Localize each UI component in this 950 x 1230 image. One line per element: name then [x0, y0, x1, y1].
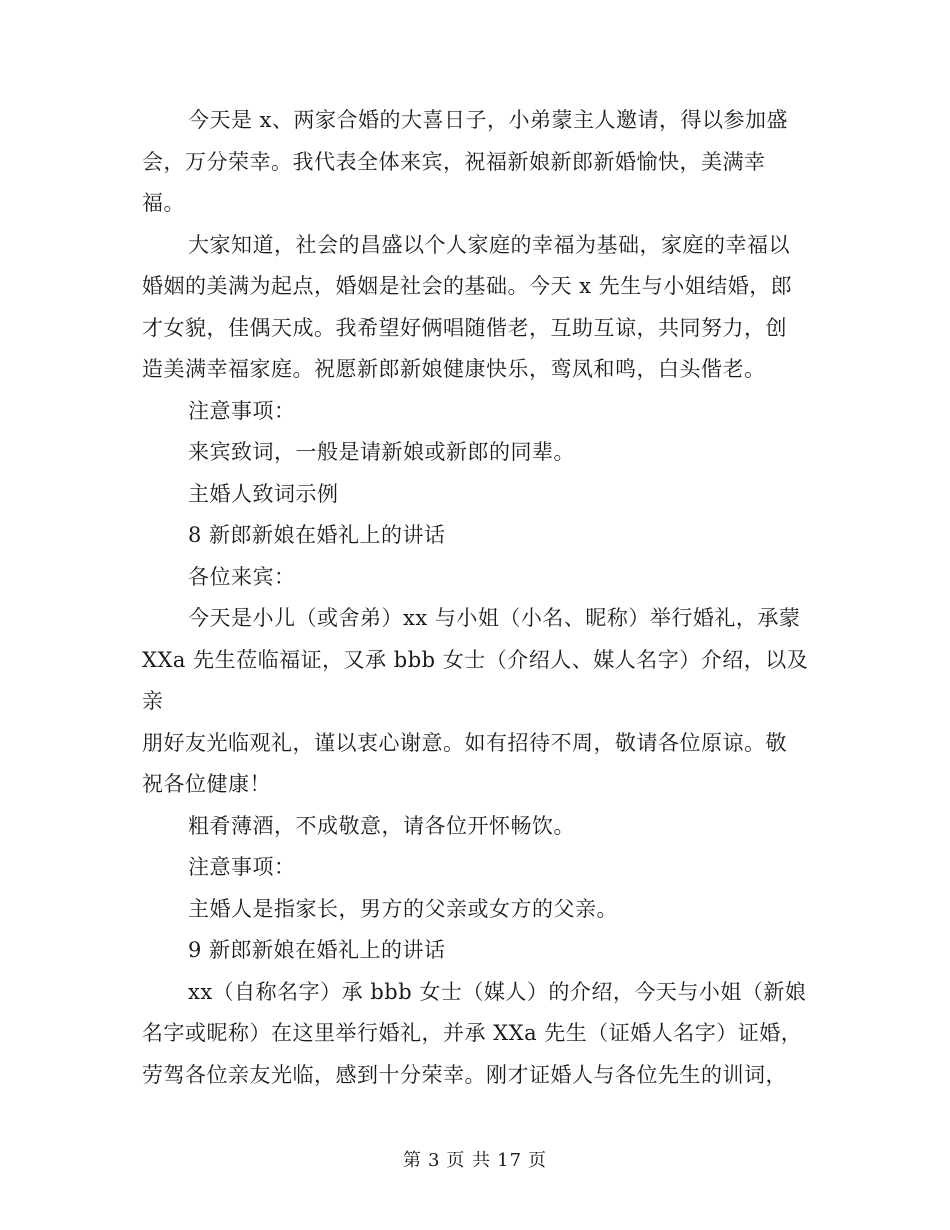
text-line: 会，万分荣幸。我代表全体来宾，祝福新娘新郎新婚愉快，美满幸	[142, 149, 766, 174]
text-line: 今天是 x、两家合婚的大喜日子，小弟蒙主人邀请，得以参加盛	[188, 108, 789, 132]
text-line: 8 新郎新娘在婚礼上的讲话	[188, 523, 446, 547]
page-number: 3	[427, 1150, 441, 1171]
paragraph-groom-speech	[142, 972, 810, 1097]
text-line: 主婚人是指家长，男方的父亲或女方的父亲。	[188, 896, 618, 921]
document-body	[142, 100, 810, 1096]
paragraph-host-speech	[142, 598, 810, 806]
footer-middle: 页 共	[446, 1150, 492, 1171]
text-line: 劳驾各位亲友光临，感到十分荣幸。刚才证婚人与各位先生的训词，	[142, 1062, 787, 1087]
text-line: 才女貌，佳偶天成。我希望好俩唱随偕老，互助互谅，共同努力，创	[142, 315, 787, 340]
text-line: 主婚人致词示例	[188, 481, 339, 506]
paragraph-example-heading	[142, 474, 810, 516]
text-line: 祝各位健康！	[142, 772, 271, 796]
text-line: 来宾致词，一般是请新娘或新郎的同辈。	[188, 440, 575, 464]
paragraph-notes-heading-1	[142, 391, 810, 433]
section-heading-8	[142, 515, 810, 557]
text-line: 名字或昵称）在这里举行婚礼，并承 XXa 先生（证婚人名字）证婚，	[142, 1021, 803, 1045]
text-line: XXa 先生莅临福证，又承 bbb 女士（介绍人、媒人名字）介绍，以及亲	[142, 647, 809, 713]
text-line: 粗肴薄酒，不成敬意，请各位开怀畅饮。	[188, 813, 575, 838]
text-line: 注意事项：	[188, 855, 296, 879]
text-line: xx（自称名字）承 bbb 女士（媒人）的介绍，今天与小姐（新娘	[188, 979, 807, 1004]
paragraph-guest-note	[142, 432, 810, 474]
text-line: 朋好友光临观礼，谨以衷心谢意。如有招待不周，敬请各位原谅。敬	[142, 730, 787, 755]
text-line: 注意事项：	[188, 398, 296, 423]
text-line: 今天是小儿（或舍弟）xx 与小姐（小名、昵称）举行婚礼，承蒙	[188, 606, 801, 630]
text-line: 福。	[142, 191, 185, 215]
paragraph-host-note	[142, 889, 810, 931]
text-line: 大家知道，社会的昌盛以个人家庭的幸福为基础，家庭的幸福以	[188, 232, 790, 257]
paragraph-notes-heading-2	[142, 847, 810, 889]
text-line: 造美满幸福家庭。祝愿新郎新娘健康快乐，鸾凤和鸣，白头偕老。	[142, 357, 766, 381]
footer-prefix: 第	[402, 1150, 422, 1171]
paragraph-toast	[142, 806, 810, 848]
text-line: 婚姻的美满为起点，婚姻是社会的基础。今天 x 先生与小姐结婚，郎	[142, 274, 793, 298]
total-pages: 17	[497, 1150, 523, 1171]
footer-suffix: 页	[528, 1150, 548, 1171]
text-line: 各位来宾：	[188, 564, 296, 589]
paragraph-1	[142, 100, 810, 225]
paragraph-2	[142, 225, 810, 391]
section-heading-9	[142, 930, 810, 972]
text-line: 9 新郎新娘在婚礼上的讲话	[188, 938, 446, 962]
paragraph-salutation	[142, 557, 810, 599]
page-footer	[0, 1146, 950, 1172]
